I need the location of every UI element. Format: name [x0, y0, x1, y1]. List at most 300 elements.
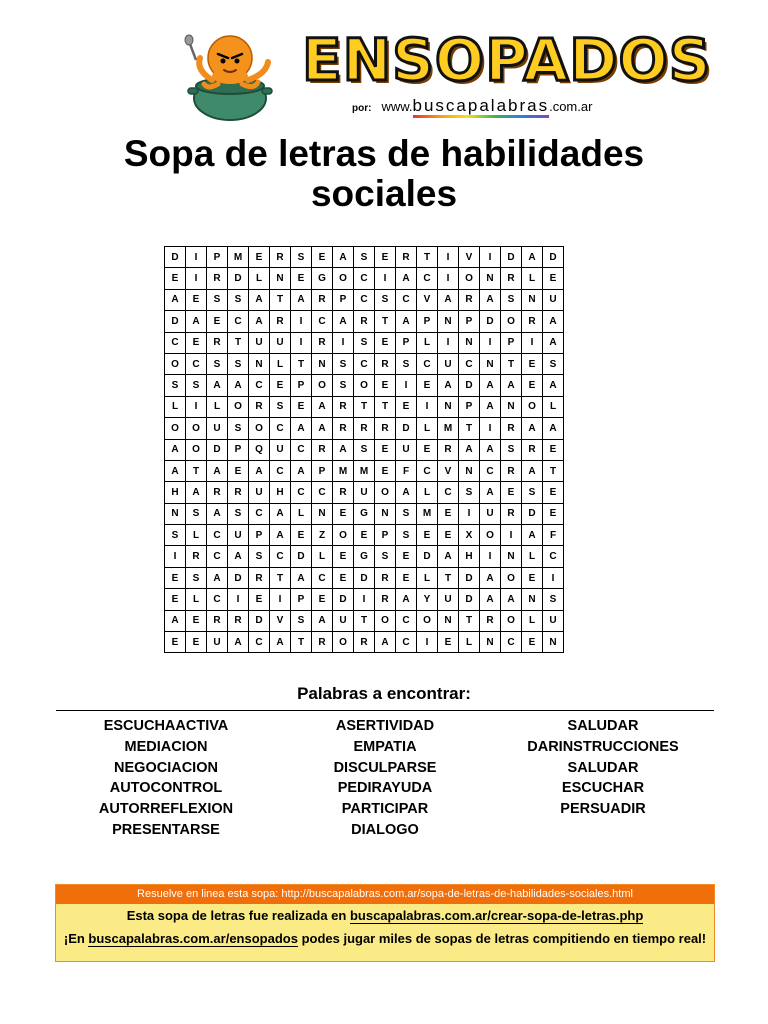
grid-cell: L — [165, 396, 186, 417]
grid-cell: A — [543, 418, 564, 439]
grid-cell: I — [480, 418, 501, 439]
grid-cell: O — [165, 418, 186, 439]
grid-cell: C — [396, 289, 417, 310]
grid-cell: T — [459, 418, 480, 439]
grid-cell: A — [291, 418, 312, 439]
grid-cell: A — [207, 460, 228, 481]
grid-cell: A — [165, 439, 186, 460]
grid-cell: O — [186, 418, 207, 439]
grid-cell: R — [333, 482, 354, 503]
grid-cell: C — [543, 546, 564, 567]
grid-cell: C — [207, 589, 228, 610]
grid-cell: A — [270, 632, 291, 653]
grid-cell: G — [312, 268, 333, 289]
grid-cell: R — [354, 311, 375, 332]
grid-cell: A — [333, 439, 354, 460]
grid-cell: E — [417, 525, 438, 546]
grid-cell: C — [249, 375, 270, 396]
grid-cell: A — [186, 311, 207, 332]
byline-por: por: — [352, 103, 372, 114]
grid-cell: A — [480, 567, 501, 588]
grid-cell: O — [522, 396, 543, 417]
grid-cell: U — [228, 525, 249, 546]
grid-cell: E — [165, 268, 186, 289]
grid-cell: C — [417, 268, 438, 289]
grid-cell: D — [501, 247, 522, 268]
grid-cell: T — [270, 289, 291, 310]
grid-cell: N — [501, 546, 522, 567]
grid-cell: O — [312, 375, 333, 396]
grid-cell: S — [396, 525, 417, 546]
footer-line-1-text: Esta sopa de letras fue realizada en — [126, 908, 350, 923]
grid-cell: L — [249, 268, 270, 289]
grid-row — [165, 289, 564, 310]
grid-cell: O — [375, 482, 396, 503]
grid-cell: I — [186, 396, 207, 417]
grid-cell: I — [417, 632, 438, 653]
grid-cell: C — [354, 268, 375, 289]
word-item: PERSUADIR — [560, 801, 646, 818]
grid-cell: A — [228, 375, 249, 396]
grid-cell: O — [501, 610, 522, 631]
brand-byline — [352, 96, 622, 116]
grid-cell: A — [480, 589, 501, 610]
grid-row — [165, 546, 564, 567]
grid-cell: S — [354, 247, 375, 268]
grid-cell: S — [186, 503, 207, 524]
grid-cell: I — [354, 589, 375, 610]
word-item: DIALOGO — [351, 821, 419, 838]
byline-tld: .com.ar — [549, 99, 593, 114]
grid-cell: T — [459, 610, 480, 631]
grid-cell: N — [459, 460, 480, 481]
grid-cell: C — [207, 525, 228, 546]
grid-cell: R — [207, 482, 228, 503]
grid-cell: I — [291, 311, 312, 332]
grid-cell: N — [543, 632, 564, 653]
grid-cell: C — [249, 632, 270, 653]
grid-cell: O — [228, 396, 249, 417]
grid-cell: S — [522, 482, 543, 503]
grid-cell: E — [375, 460, 396, 481]
grid-cell: A — [291, 289, 312, 310]
footer-line-2 — [56, 927, 714, 950]
grid-row — [165, 482, 564, 503]
grid-row — [165, 460, 564, 481]
grid-cell: E — [375, 439, 396, 460]
grid-row — [165, 567, 564, 588]
grid-cell: E — [543, 439, 564, 460]
grid-cell: E — [396, 396, 417, 417]
grid-cell: P — [333, 289, 354, 310]
grid-cell: C — [270, 460, 291, 481]
grid-cell: L — [522, 268, 543, 289]
grid-cell: I — [480, 332, 501, 353]
grid-cell: E — [312, 247, 333, 268]
grid-cell: A — [396, 311, 417, 332]
grid-cell: L — [186, 589, 207, 610]
word-search-grid — [164, 246, 564, 653]
grid-cell: D — [522, 503, 543, 524]
grid-cell: G — [354, 546, 375, 567]
grid-cell: U — [249, 482, 270, 503]
grid-cell: C — [165, 332, 186, 353]
grid-cell: O — [480, 525, 501, 546]
grid-row — [165, 353, 564, 374]
grid-cell: M — [228, 247, 249, 268]
grid-cell: N — [522, 289, 543, 310]
grid-cell: I — [522, 332, 543, 353]
grid-row — [165, 247, 564, 268]
grid-cell: S — [228, 289, 249, 310]
octopus-mascot-icon — [182, 30, 282, 122]
grid-cell: T — [375, 311, 396, 332]
grid-cell: S — [291, 610, 312, 631]
grid-cell: P — [249, 525, 270, 546]
ensopados-link[interactable]: buscapalabras.com.ar/ensopados — [88, 931, 298, 946]
grid-cell: I — [186, 268, 207, 289]
grid-cell: C — [270, 418, 291, 439]
byline-site: buscapalabras — [413, 96, 550, 118]
grid-row — [165, 418, 564, 439]
grid-cell: O — [333, 268, 354, 289]
grid-cell: S — [333, 353, 354, 374]
grid-cell: U — [270, 332, 291, 353]
grid-cell: I — [270, 589, 291, 610]
grid-cell: N — [522, 589, 543, 610]
grid-cell: A — [249, 289, 270, 310]
grid-cell: A — [480, 439, 501, 460]
grid-cell: V — [270, 610, 291, 631]
grid-cell: A — [438, 546, 459, 567]
grid-row — [165, 439, 564, 460]
grid-cell: E — [249, 589, 270, 610]
grid-cell: S — [207, 353, 228, 374]
grid-cell: M — [354, 460, 375, 481]
grid-cell: R — [270, 311, 291, 332]
grid-cell: R — [249, 396, 270, 417]
grid-cell: R — [501, 460, 522, 481]
grid-cell: I — [501, 525, 522, 546]
grid-cell: E — [291, 525, 312, 546]
grid-cell: E — [207, 311, 228, 332]
grid-cell: C — [354, 289, 375, 310]
grid-cell: A — [165, 610, 186, 631]
grid-cell: R — [249, 567, 270, 588]
grid-cell: T — [375, 396, 396, 417]
grid-cell: A — [522, 247, 543, 268]
grid-cell: D — [459, 589, 480, 610]
grid-cell: A — [270, 503, 291, 524]
grid-cell: A — [207, 567, 228, 588]
grid-cell: N — [165, 503, 186, 524]
grid-cell: S — [165, 375, 186, 396]
grid-cell: U — [543, 289, 564, 310]
grid-cell: L — [417, 418, 438, 439]
grid-cell: E — [354, 525, 375, 546]
word-item: MEDIACION — [124, 738, 208, 755]
grid-cell: R — [501, 418, 522, 439]
grid-cell: A — [543, 311, 564, 332]
grid-cell: I — [228, 589, 249, 610]
grid-cell: C — [312, 311, 333, 332]
grid-cell: D — [459, 375, 480, 396]
grid-cell: H — [270, 482, 291, 503]
grid-cell: I — [375, 268, 396, 289]
grid-cell: C — [417, 460, 438, 481]
grid-cell: C — [291, 439, 312, 460]
grid-cell: E — [543, 482, 564, 503]
grid-cell: U — [249, 332, 270, 353]
grid-cell: I — [438, 332, 459, 353]
grid-cell: P — [291, 375, 312, 396]
word-item: AUTORREFLEXION — [98, 801, 234, 818]
grid-cell: A — [228, 546, 249, 567]
grid-cell: R — [312, 332, 333, 353]
grid-cell: N — [501, 396, 522, 417]
grid-cell: L — [291, 503, 312, 524]
grid-cell: A — [522, 418, 543, 439]
grid-cell: R — [333, 418, 354, 439]
grid-cell: S — [501, 289, 522, 310]
grid-cell: Q — [249, 439, 270, 460]
grid-cell: C — [438, 482, 459, 503]
grid-cell: O — [354, 375, 375, 396]
grid-cell: P — [291, 589, 312, 610]
grid-row — [165, 268, 564, 289]
grid-cell: D — [459, 567, 480, 588]
grid-cell: L — [522, 546, 543, 567]
word-item: DISCULPARSE — [333, 759, 437, 776]
grid-cell: E — [291, 396, 312, 417]
grid-cell: R — [312, 439, 333, 460]
grid-cell: A — [291, 567, 312, 588]
grid-cell: T — [354, 610, 375, 631]
grid-cell: A — [480, 289, 501, 310]
footer-line-2-post: podes jugar miles de sopas de letras compitiendo en tiempo real! — [297, 931, 707, 946]
grid-cell: R — [207, 268, 228, 289]
grid-cell: R — [522, 439, 543, 460]
grid-cell: O — [417, 610, 438, 631]
grid-cell: A — [165, 289, 186, 310]
grid-cell: S — [186, 375, 207, 396]
grid-cell: C — [291, 482, 312, 503]
grid-cell: S — [228, 418, 249, 439]
grid-cell: S — [291, 247, 312, 268]
grid-cell: A — [480, 482, 501, 503]
grid-cell: L — [459, 632, 480, 653]
grid-cell: R — [396, 247, 417, 268]
grid-cell: I — [165, 546, 186, 567]
grid-cell: A — [207, 375, 228, 396]
grid-cell: S — [501, 439, 522, 460]
grid-cell: E — [543, 268, 564, 289]
grid-cell: R — [270, 247, 291, 268]
grid-cell: A — [375, 632, 396, 653]
grid-cell: T — [186, 460, 207, 481]
grid-cell: R — [333, 396, 354, 417]
grid-cell: D — [291, 546, 312, 567]
grid-cell: E — [543, 503, 564, 524]
grid-cell: I — [417, 396, 438, 417]
grid-cell: T — [291, 353, 312, 374]
grid-cell: D — [165, 311, 186, 332]
words-heading: Palabras a encontrar: — [297, 684, 471, 703]
title-line-2: sociales — [310, 173, 458, 214]
grid-cell: O — [186, 439, 207, 460]
grid-cell: E — [165, 589, 186, 610]
grid-cell: S — [228, 503, 249, 524]
grid-cell: L — [186, 525, 207, 546]
grid-cell: M — [417, 503, 438, 524]
word-item: PRESENTARSE — [112, 821, 220, 838]
grid-cell: S — [396, 353, 417, 374]
grid-cell: N — [438, 610, 459, 631]
grid-cell: E — [438, 525, 459, 546]
grid-cell: G — [354, 503, 375, 524]
grid-cell: I — [543, 567, 564, 588]
word-item: NEGOCIACION — [114, 759, 218, 776]
grid-cell: E — [417, 375, 438, 396]
word-list-column-3 — [493, 716, 713, 820]
grid-cell: N — [270, 268, 291, 289]
grid-cell: E — [186, 289, 207, 310]
word-item: SALUDAR — [567, 759, 639, 776]
grid-cell: T — [438, 567, 459, 588]
grid-cell: A — [543, 332, 564, 353]
grid-cell: T — [501, 353, 522, 374]
grid-cell: S — [543, 589, 564, 610]
word-item: AUTOCONTROL — [109, 780, 223, 797]
grid-cell: I — [186, 247, 207, 268]
grid-cell: C — [228, 311, 249, 332]
grid-cell: R — [438, 439, 459, 460]
grid-cell: P — [228, 439, 249, 460]
grid-cell: N — [480, 353, 501, 374]
grid-cell: P — [312, 460, 333, 481]
grid-cell: E — [270, 375, 291, 396]
grid-cell: S — [228, 353, 249, 374]
grid-cell: C — [501, 632, 522, 653]
grid-cell: N — [480, 632, 501, 653]
grid-cell: P — [396, 332, 417, 353]
grid-cell: E — [438, 632, 459, 653]
grid-cell: U — [270, 439, 291, 460]
grid-cell: L — [417, 482, 438, 503]
grid-cell: R — [375, 418, 396, 439]
grid-cell: C — [312, 482, 333, 503]
grid-cell: E — [228, 460, 249, 481]
grid-cell: P — [375, 525, 396, 546]
grid-cell: S — [354, 439, 375, 460]
grid-cell: R — [312, 289, 333, 310]
grid-cell: N — [459, 332, 480, 353]
grid-cell: A — [228, 632, 249, 653]
grid-row — [165, 503, 564, 524]
grid-cell: R — [522, 311, 543, 332]
create-link[interactable]: buscapalabras.com.ar/crear-sopa-de-letras.php — [349, 908, 644, 923]
grid-cell: T — [417, 247, 438, 268]
grid-cell: U — [354, 482, 375, 503]
grid-cell: U — [480, 503, 501, 524]
grid-cell: R — [480, 610, 501, 631]
grid-cell: O — [333, 632, 354, 653]
grid-cell: O — [501, 567, 522, 588]
grid-cell: E — [291, 268, 312, 289]
grid-row — [165, 332, 564, 353]
grid-cell: P — [501, 332, 522, 353]
grid-cell: P — [417, 311, 438, 332]
grid-cell: R — [207, 332, 228, 353]
grid-cell: D — [249, 610, 270, 631]
grid-cell: I — [396, 375, 417, 396]
grid-cell: A — [207, 503, 228, 524]
grid-cell: R — [375, 589, 396, 610]
grid-cell: A — [186, 482, 207, 503]
grid-cell: A — [396, 268, 417, 289]
grid-cell: A — [270, 525, 291, 546]
grid-cell: D — [228, 268, 249, 289]
grid-row — [165, 375, 564, 396]
grid-cell: A — [438, 375, 459, 396]
grid-cell: E — [522, 567, 543, 588]
grid-cell: P — [207, 247, 228, 268]
grid-cell: E — [501, 482, 522, 503]
grid-cell: V — [459, 247, 480, 268]
grid-cell: Z — [312, 525, 333, 546]
grid-cell: V — [438, 460, 459, 481]
grid-row — [165, 632, 564, 653]
grid-cell: R — [501, 503, 522, 524]
grid-cell: E — [312, 589, 333, 610]
footer-line-1 — [56, 904, 714, 927]
grid-cell: N — [312, 353, 333, 374]
grid-cell: N — [249, 353, 270, 374]
grid-cell: P — [459, 396, 480, 417]
grid-cell: A — [522, 460, 543, 481]
grid-cell: T — [228, 332, 249, 353]
grid-cell: E — [186, 610, 207, 631]
page-title — [40, 134, 728, 214]
grid-cell: S — [333, 375, 354, 396]
grid-cell: E — [522, 375, 543, 396]
word-item: ASERTIVIDAD — [335, 718, 435, 734]
brand-logo: ENSOPADOS — [302, 26, 712, 94]
grid-cell: R — [186, 546, 207, 567]
grid-cell: P — [459, 311, 480, 332]
grid-cell: E — [186, 632, 207, 653]
title-line-1: Sopa de letras de habilidades — [123, 133, 645, 174]
grid-cell: L — [312, 546, 333, 567]
grid-cell: S — [207, 289, 228, 310]
grid-cell: U — [396, 439, 417, 460]
grid-cell: O — [459, 268, 480, 289]
grid-cell: I — [333, 332, 354, 353]
grid-cell: A — [333, 311, 354, 332]
grid-cell: E — [417, 439, 438, 460]
grid-cell: S — [165, 525, 186, 546]
grid-cell: N — [312, 503, 333, 524]
grid-cell: M — [438, 418, 459, 439]
grid-cell: R — [354, 418, 375, 439]
grid-cell: E — [396, 567, 417, 588]
grid-cell: A — [333, 247, 354, 268]
footer-online-link[interactable]: Resuelve en linea esta sopa: http://buscapalabras.com.ar/sopa-de-letras-de-habilidades-sociales.html — [56, 885, 714, 904]
grid-cell: C — [459, 353, 480, 374]
grid-cell: S — [543, 353, 564, 374]
grid-cell: L — [417, 332, 438, 353]
grid-cell: E — [375, 332, 396, 353]
